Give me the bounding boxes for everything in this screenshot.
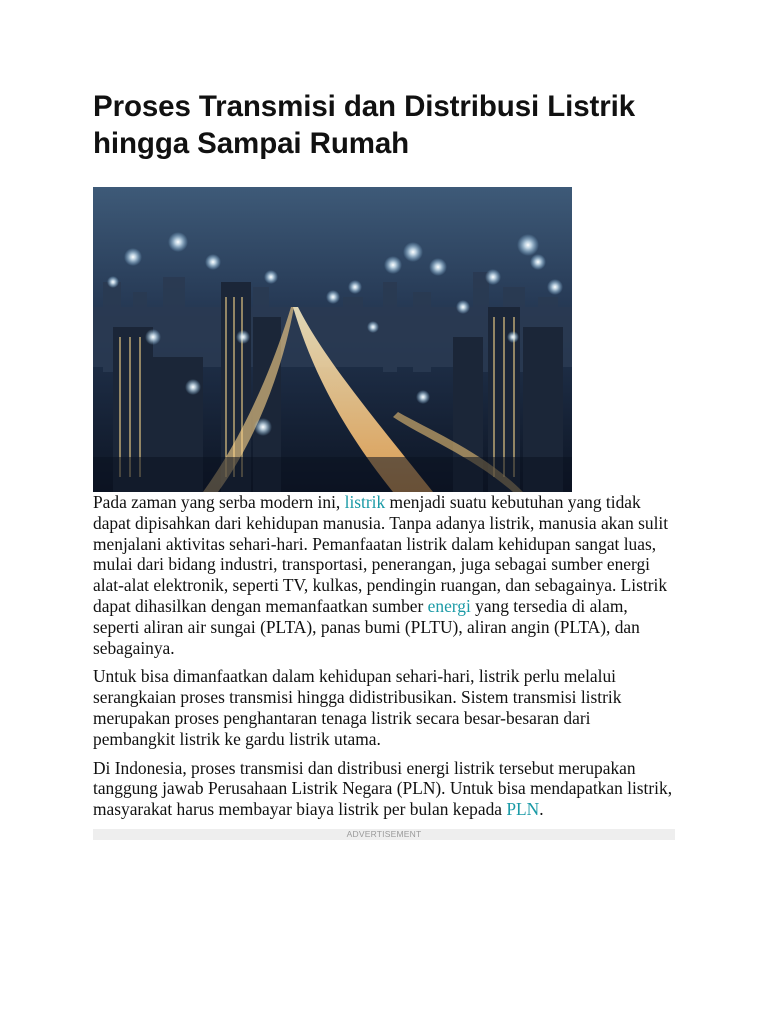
paragraph-2: Untuk bisa dimanfaatkan dalam kehidupan sehari-hari, listrik perlu melalui serangkaian proses transmisi hingga didistribusikan. Sistem transmisi listrik merupakan proses penghantaran tenaga listrik secara besar-besaran dari pembangkit listrik ke gardu listrik utama. (93, 666, 622, 749)
article-title: Proses Transmisi dan Distribusi Listrik hingga Sampai Rumah (93, 90, 636, 160)
paragraph-1 (93, 492, 675, 658)
energi-link[interactable]: energi (427, 595, 471, 616)
paragraph-1-text-b: menjadi suatu kebutuhan yang tidak dapat dipisahkan dari kehidupan manusia. Tanpa adanya listrik, manusia akan sulit menjalani aktivitas sehari-hari. Pemanfaatan listrik dalam kehidupan sangat luas, mulai dari bidang industri, transportasi, penerangan, juga sebagai sumber energi alat-alat elektronik, seperti TV, kulkas, pendingin ruangan, dan sebagainya. Listrik dapat dihasilkan dengan memanfaatkan sumber (93, 492, 669, 616)
paragraph-3-text-a: Di Indonesia, proses transmisi dan distribusi energi listrik tersebut merupakan tanggung jawab Perusahaan Listrik Negara (PLN). Untuk bisa mendapatkan listrik, masyarakat harus membayar biaya listrik per bulan kepada (93, 757, 673, 820)
listrik-link[interactable]: listrik (344, 492, 386, 512)
pln-link[interactable]: PLN (506, 799, 540, 820)
advertisement-label: ADVERTISEMENT (93, 829, 675, 840)
hero-image-city-lights (93, 187, 572, 492)
paragraph-1-text-c: yang tersedia di alam, seperti aliran air sungai (PLTA), panas bumi (PLTU), aliran angin (PLTA), dan sebagainya. (93, 595, 640, 658)
article (93, 88, 675, 840)
paragraph-3-text-b: . (539, 799, 544, 820)
paragraph-1-text-a: Pada zaman yang serba modern ini, (93, 492, 345, 512)
paragraph-3 (93, 758, 675, 820)
